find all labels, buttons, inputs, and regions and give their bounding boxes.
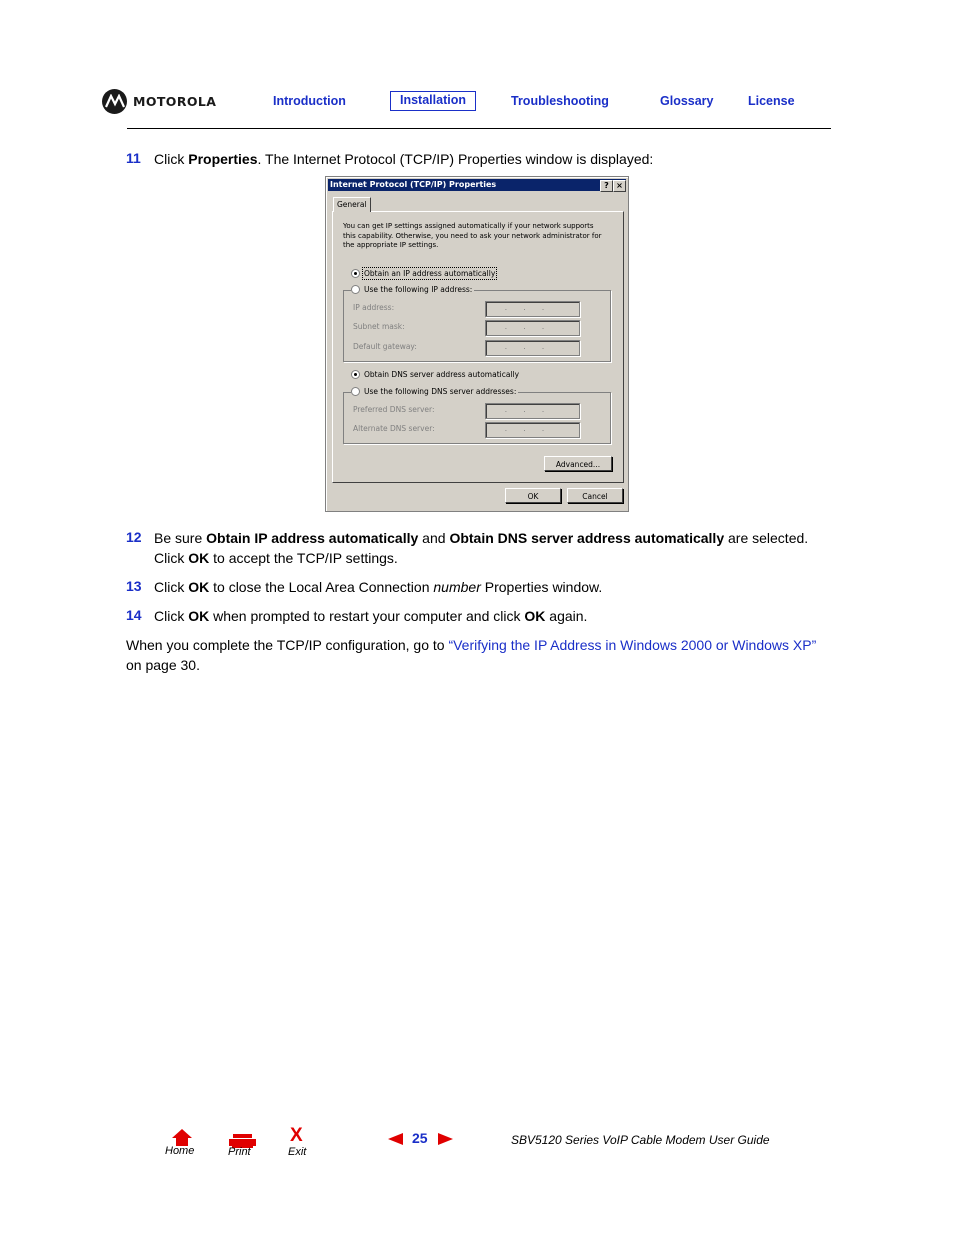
dialog-title-bar (328, 179, 626, 191)
ip-address-field[interactable]: ... (485, 301, 580, 317)
exit-label[interactable]: Exit (288, 1146, 307, 1158)
next-page-arrow-icon[interactable] (438, 1133, 453, 1145)
closing-text: When you complete the TCP/IP configuration, go to “Verifying the IP Address in Windows 2000 or Windows XP” on page 30. (126, 637, 817, 673)
default-gateway-label: Default gateway: (353, 342, 417, 351)
radio-dns-auto[interactable] (351, 370, 519, 379)
ip-address-label: IP address: (353, 303, 395, 312)
tcpip-properties-dialog (325, 176, 629, 512)
dialog-title: Internet Protocol (TCP/IP) Properties (330, 180, 497, 189)
page-number: 25 (412, 1130, 428, 1146)
exit-icon[interactable]: X (290, 1125, 303, 1146)
verify-ip-link[interactable]: “Verifying the IP Address in Windows 2000 or Windows XP” (448, 637, 817, 653)
brand-name: MOTOROLA (133, 93, 217, 109)
radio-unselected-icon (351, 285, 360, 294)
advanced-button[interactable]: Advanced... (544, 456, 612, 471)
nav-glossary[interactable]: Glossary (660, 94, 714, 108)
preferred-dns-label: Preferred DNS server: (353, 405, 435, 414)
step-12-text: Be sure Obtain IP address automatically and Obtain DNS server address automatically are selected. Click OK to accept the TCP/IP settings. (154, 530, 809, 566)
alternate-dns-label: Alternate DNS server: (353, 424, 435, 433)
previous-page-arrow-icon[interactable] (388, 1133, 403, 1145)
radio-selected-icon (351, 370, 360, 379)
step-number: 12 (126, 529, 142, 545)
motorola-logo (102, 88, 216, 114)
radio-ip-auto[interactable] (351, 269, 495, 278)
step-number: 13 (126, 578, 142, 594)
cancel-button[interactable]: Cancel (567, 488, 623, 503)
subnet-mask-field[interactable]: ... (485, 320, 580, 336)
guide-title: SBV5120 Series VoIP Cable Modem User Guide (511, 1133, 770, 1147)
close-button[interactable]: × (613, 180, 626, 192)
tab-general[interactable]: General (333, 197, 371, 212)
home-icon (172, 1129, 192, 1146)
alternate-dns-field[interactable]: ... (485, 422, 580, 438)
radio-ip-auto-label: Obtain an IP address automatically (364, 269, 496, 278)
nav-license[interactable]: License (748, 94, 795, 108)
radio-selected-icon (351, 269, 360, 278)
step-number: 14 (126, 607, 142, 623)
nav-troubleshooting[interactable]: Troubleshooting (511, 94, 609, 108)
ok-button[interactable]: OK (505, 488, 561, 503)
radio-dns-manual[interactable] (351, 387, 518, 396)
nav-introduction[interactable]: Introduction (273, 94, 346, 108)
radio-dns-auto-label: Obtain DNS server address automatically (364, 370, 520, 379)
subnet-mask-label: Subnet mask: (353, 322, 405, 331)
default-gateway-field[interactable]: ... (485, 340, 580, 356)
preferred-dns-field[interactable]: ... (485, 403, 580, 419)
dialog-intro-text: You can get IP settings assigned automatically if your network supports this capability. Otherwise, you need to ask your network administrator for the appropriate IP settings. (343, 222, 602, 249)
print-label[interactable]: Print (228, 1146, 251, 1158)
home-label[interactable]: Home (165, 1145, 195, 1157)
help-button[interactable]: ? (600, 180, 613, 192)
header-divider (127, 128, 831, 129)
nav-installation[interactable]: Installation (390, 91, 476, 111)
radio-ip-manual-label: Use the following IP address: (364, 285, 473, 294)
radio-unselected-icon (351, 387, 360, 396)
step-11-text: Click Properties. The Internet Protocol (TCP/IP) Properties window is displayed: (154, 151, 654, 167)
step-number: 11 (126, 150, 141, 166)
radio-dns-manual-label: Use the following DNS server addresses: (364, 387, 517, 396)
step-13-text: Click OK to close the Local Area Connection number Properties window. (154, 579, 603, 595)
motorola-batwing-icon (102, 89, 127, 114)
step-14-text: Click OK when prompted to restart your computer and click OK again. (154, 608, 588, 624)
general-panel (332, 211, 624, 483)
radio-ip-manual[interactable] (351, 285, 474, 294)
